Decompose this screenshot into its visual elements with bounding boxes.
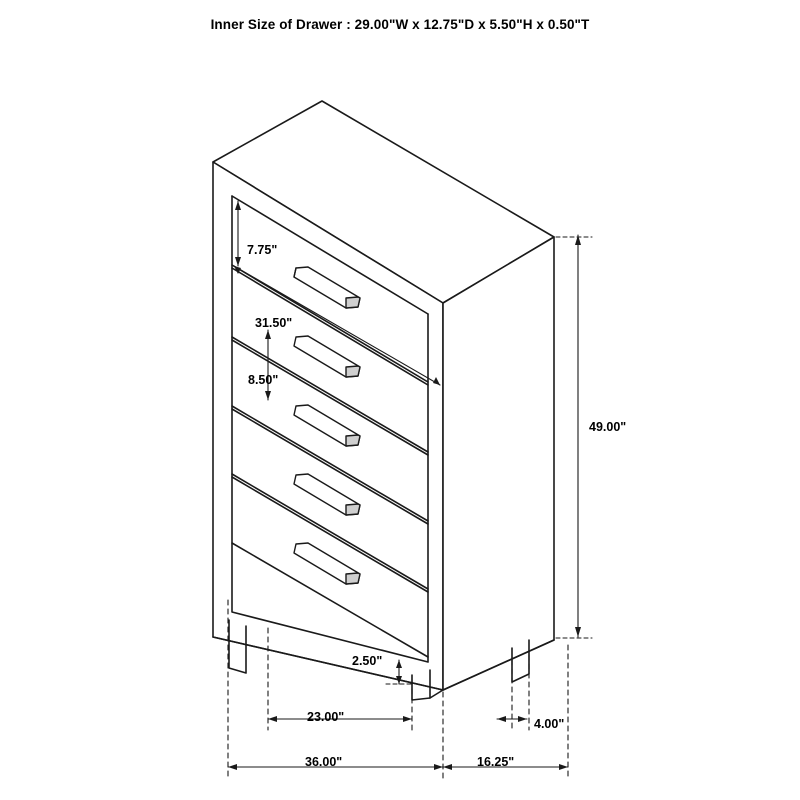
dim-49-00 (556, 235, 592, 638)
dim-label-16-25: 16.25" (477, 755, 515, 769)
page-title: Inner Size of Drawer : 29.00"W x 12.75"D x 5.50"H x 0.50"T (210, 17, 590, 32)
dim-label-23-00: 23.00" (307, 710, 345, 724)
cabinet-side-face (443, 237, 554, 690)
dim-label-4-00: 4.00" (534, 717, 565, 731)
dim-label-2-50: 2.50" (352, 654, 383, 668)
dim-label-36-00: 36.00" (305, 755, 343, 769)
dim-label-7-75: 7.75" (247, 243, 278, 257)
dim-label-49-00: 49.00" (589, 420, 627, 434)
dim-label-31-50: 31.50" (255, 316, 293, 330)
dim-label-8-50: 8.50" (248, 373, 279, 387)
dim-4-00 (497, 655, 529, 730)
